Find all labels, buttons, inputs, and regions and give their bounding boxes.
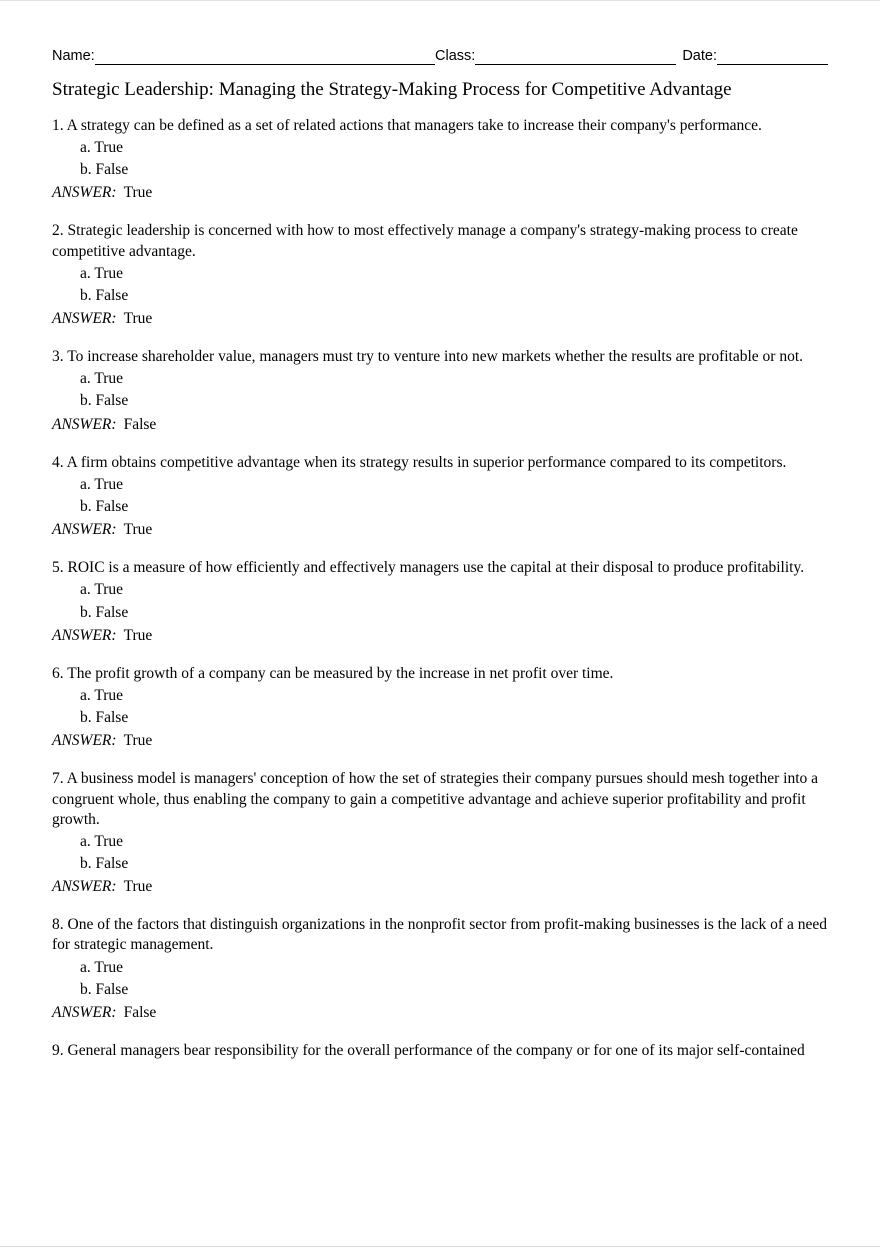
answer-label: ANSWER: (52, 626, 117, 644)
option-false: b. False (80, 392, 129, 410)
answer-line (52, 626, 828, 646)
question-9 (52, 1041, 828, 1061)
answer-line (52, 309, 828, 329)
name-blank-line[interactable] (95, 49, 435, 65)
answer-value: False (123, 1003, 157, 1021)
header (52, 47, 828, 66)
answer-line (52, 415, 828, 435)
question-6 (52, 664, 828, 752)
option-true: a. True (80, 139, 124, 157)
option-false: b. False (80, 603, 129, 621)
option-true: a. True (80, 686, 124, 704)
question-5 (52, 558, 828, 646)
question-text: 9. General managers bear responsibility for the overall performance of the company or for one of its major self-contained (52, 1041, 805, 1059)
answer-line (52, 877, 828, 897)
question-7 (52, 769, 828, 897)
option-false: b. False (80, 161, 129, 179)
date-label: Date: (682, 48, 717, 64)
answer-label: ANSWER: (52, 732, 117, 750)
answer-value: False (123, 415, 157, 433)
option-true: a. True (80, 264, 124, 282)
question-1 (52, 116, 828, 204)
option-true: a. True (80, 475, 124, 493)
question-8 (52, 915, 828, 1023)
question-text: 1. A strategy can be defined as a set of related actions that managers take to increase their company's performance. (52, 116, 762, 134)
question-number: 4. (52, 453, 64, 471)
question-text: 6. The profit growth of a company can be measured by the increase in net profit over time. (52, 664, 614, 682)
question-text: 3. To increase shareholder value, managers must try to venture into new markets whether the results are profitable or not. (52, 348, 804, 366)
answer-label: ANSWER: (52, 184, 117, 202)
question-text: 8. One of the factors that distinguish organizations in the nonprofit sector from profit-making businesses is the lack of a need for strategic management. (52, 916, 827, 954)
question-text: 7. A business model is managers' conception of how the set of strategies their company pursues should mesh together into a congruent whole, thus enabling the company to gain a competitive advantage and achieve superior profitability and profit growth. (52, 770, 819, 828)
answer-line (52, 731, 828, 751)
question-text: 4. A firm obtains competitive advantage when its strategy results in superior performance compared to its competitors. (52, 453, 787, 471)
answer-value: True (123, 521, 153, 539)
name-label: Name: (52, 48, 95, 64)
question-number: 8. (52, 916, 64, 934)
option-true: a. True (80, 370, 124, 388)
question-2 (52, 221, 828, 329)
answer-value: True (123, 878, 153, 896)
document-page (0, 1, 880, 1248)
question-number: 5. (52, 559, 64, 577)
option-false: b. False (80, 286, 129, 304)
question-4 (52, 453, 828, 541)
question-number: 3. (52, 348, 64, 366)
answer-value: True (123, 732, 153, 750)
question-number: 7. (52, 770, 64, 788)
option-false: b. False (80, 980, 129, 998)
option-true: a. True (80, 581, 124, 599)
question-text: 5. ROIC is a measure of how efficiently and effectively managers use the capital at their disposal to produce profitability. (52, 559, 805, 577)
date-blank-line[interactable] (717, 49, 828, 65)
answer-label: ANSWER: (52, 415, 117, 433)
question-number: 9. (52, 1041, 64, 1059)
option-false: b. False (80, 497, 129, 515)
class-blank-line[interactable] (475, 49, 676, 65)
answer-label: ANSWER: (52, 878, 117, 896)
answer-line (52, 183, 828, 203)
question-text: 2. Strategic leadership is concerned with how to most effectively manage a company's strategy-making process to create competitive advantage. (52, 222, 798, 260)
answer-label: ANSWER: (52, 310, 117, 327)
option-false: b. False (80, 709, 129, 727)
question-number: 1. (52, 116, 64, 134)
answer-label: ANSWER: (52, 521, 117, 539)
answer-label: ANSWER: (52, 1003, 117, 1021)
page-title: Strategic Leadership: Managing the Strategy-Making Process for Competitive Advantage (52, 79, 732, 101)
option-true: a. True (80, 832, 124, 850)
question-3 (52, 347, 828, 435)
answer-value: True (123, 626, 153, 644)
option-true: a. True (80, 958, 124, 976)
answer-value: True (123, 184, 153, 202)
option-false: b. False (80, 854, 129, 872)
class-label: Class: (435, 48, 476, 64)
answer-value: True (123, 310, 153, 327)
answer-line (52, 1003, 828, 1023)
answer-line (52, 520, 828, 540)
question-number: 2. (52, 222, 64, 240)
question-number: 6. (52, 664, 64, 682)
